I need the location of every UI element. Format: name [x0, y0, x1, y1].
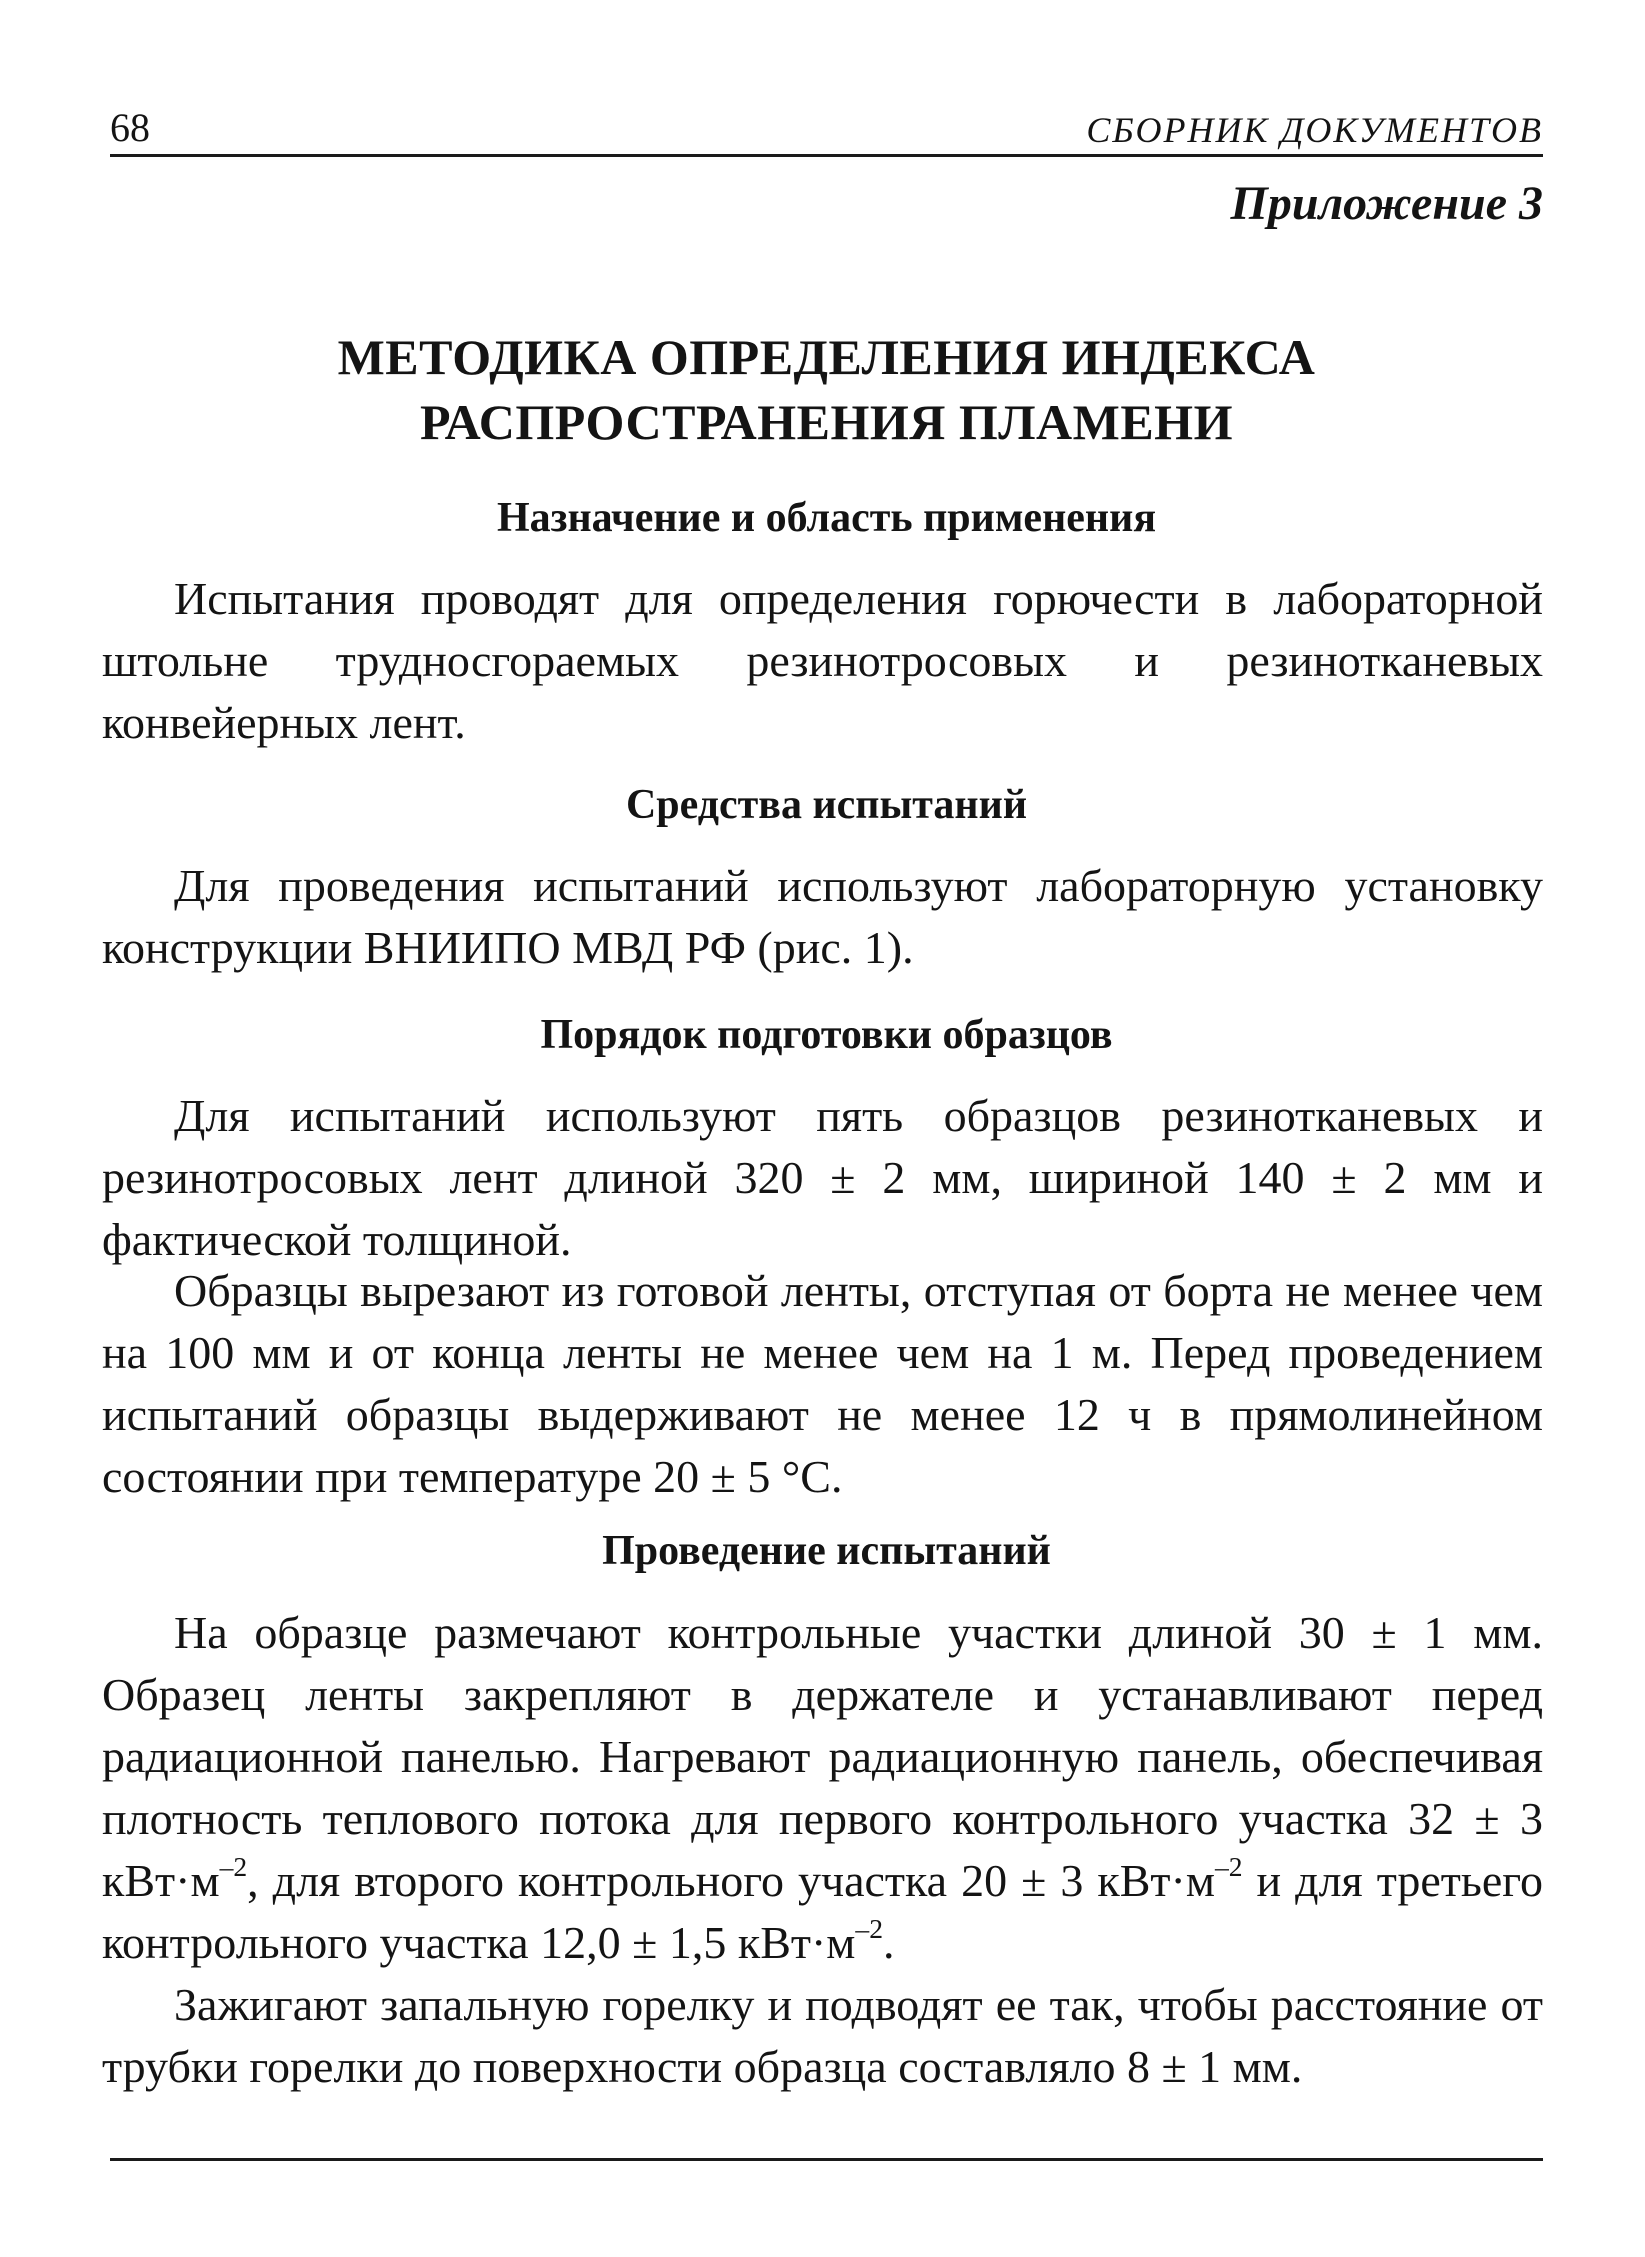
section-heading-purpose: Назначение и область применения: [496, 495, 1157, 541]
paragraph-purpose: Испытания проводят для определения горючести в лабораторной штольне трудносгораемых резинотросовых и резинотканевых конвейерных лент.: [102, 573, 1543, 748]
document-title-line-2: РАСПРОСТРАНЕНИЯ ПЛАМЕНИ: [420, 394, 1233, 450]
paragraph-test-marking-text-3: и для третьего контрольного участка 12,0 ± 1,5 кВт·м: [102, 1855, 1544, 1968]
running-header: [110, 92, 1543, 157]
exponent: –2: [855, 1912, 884, 1944]
footer-rule: [110, 2158, 1543, 2161]
section-heading-test-procedure: Проведение испытаний: [602, 1528, 1051, 1574]
exponent: –2: [219, 1850, 248, 1882]
section-heading-equipment: Средства испытаний: [625, 782, 1028, 828]
exponent: –2: [1214, 1850, 1243, 1882]
running-header-title: СБОРНИК ДОКУМЕНТОВ: [1086, 110, 1543, 150]
paragraph-samples-cutting: Образцы вырезают из готовой ленты, отступая от борта не менее чем на 100 мм и от конца ленты не менее чем на 1 м. Перед проведением испытаний образцы выдерживают не менее 12 ч в прямолинейном состоянии при температуре 20 ± 5 °С.: [102, 1265, 1543, 1502]
appendix-label: Приложение 3: [1230, 177, 1543, 230]
page-number: 68: [110, 105, 150, 150]
paragraph-test-marking-text-1: На образце размечают контрольные участки длиной 30 ± 1 мм. Образец ленты закрепляют в держателе и устанавливают перед радиационной панелью. Нагревают радиационную панель, обеспечивая плотность теплового потока для первого контрольного участка 32 ± 3 кВт·м: [102, 1607, 1543, 1906]
paragraph-igniter: Зажигают запальную горелку и подводят ее так, чтобы расстояние от трубки горелки до поверхности образца составляло 8 ± 1 мм.: [102, 1979, 1543, 2092]
paragraph-samples-count: Для испытаний используют пять образцов резинотканевых и резинотросовых лент длиной 320 ± 2 мм, шириной 140 ± 2 мм и фактической толщиной.: [102, 1090, 1543, 1265]
paragraph-equipment: Для проведения испытаний используют лабораторную установку конструкции ВНИИПО МВД РФ (рис. 1).: [102, 860, 1543, 973]
paragraph-test-marking: [102, 1602, 1543, 1974]
paragraph-test-marking-text-2: , для второго контрольного участка 20 ± 3 кВт·м: [247, 1855, 1215, 1906]
document-title-line-1: МЕТОДИКА ОПРЕДЕЛЕНИЯ ИНДЕКСА: [337, 329, 1316, 385]
paragraph-test-marking-text-4: .: [883, 1917, 895, 1968]
section-heading-sample-preparation: Порядок подготовки образцов: [540, 1012, 1113, 1058]
